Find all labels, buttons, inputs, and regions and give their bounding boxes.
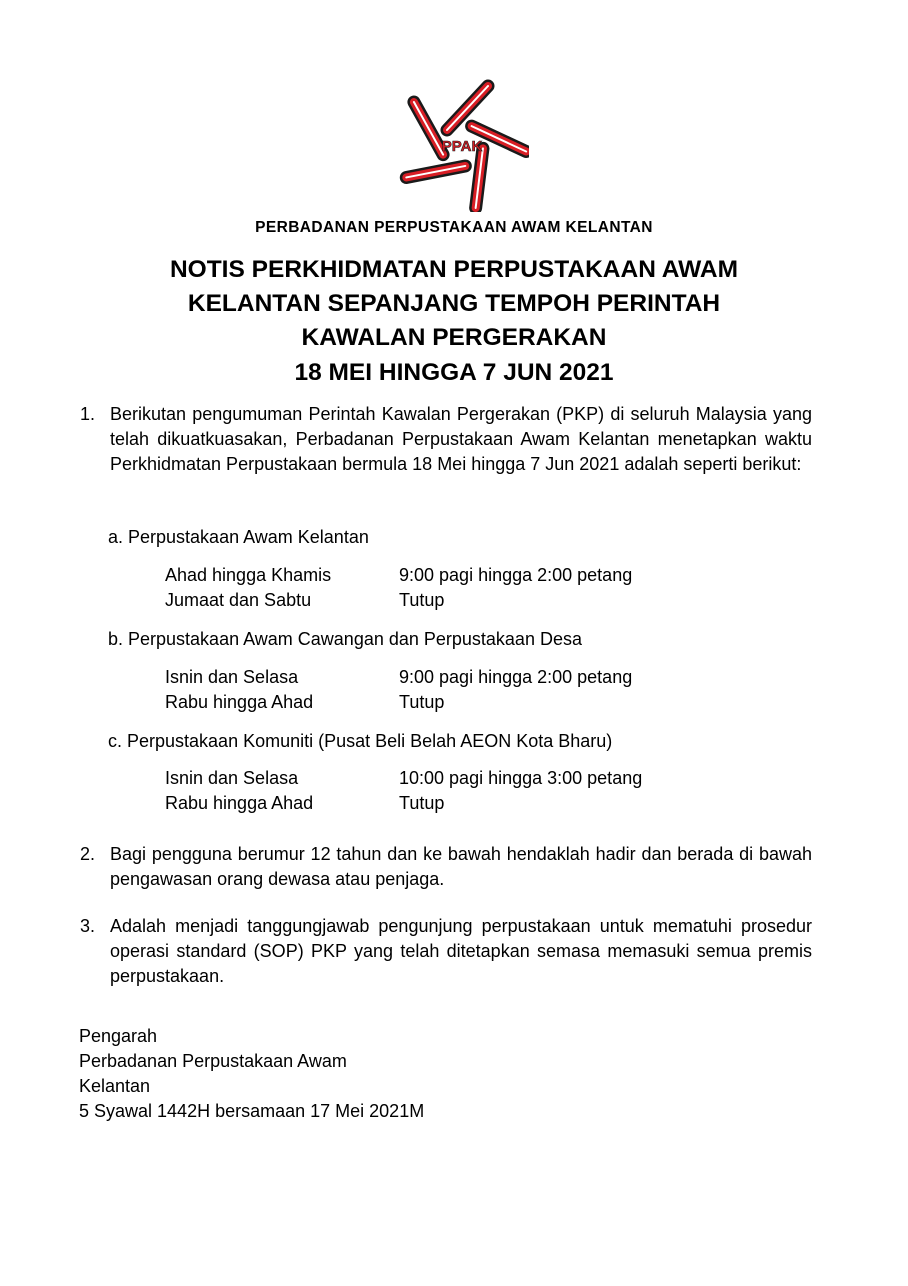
notice-item-2 xyxy=(80,842,812,892)
notice-item-1 xyxy=(80,402,812,477)
signature-organization: Perbadanan Perpustakaan Awam xyxy=(79,1051,347,1071)
notice-item-3 xyxy=(80,914,812,989)
schedule-days: Jumaat dan Sabtu xyxy=(165,590,312,610)
section-c-heading: c. Perpustakaan Komuniti (Pusat Beli Belah AEON Kota Bharu) xyxy=(108,731,613,751)
signature-state: Kelantan xyxy=(79,1076,151,1096)
item-text: Berikutan pengumuman Perintah Kawalan Pergerakan (PKP) di seluruh Malaysia yang telah dikuatkuasakan, Perbadanan Perpustakaan Awam Kelantan menetapkan waktu Perkhidmatan Perpustakaan bermula 18 Mei hingga 7 Jun 2021 adalah seperti berikut: xyxy=(110,404,812,474)
schedule-hours: Tutup xyxy=(399,692,445,712)
schedule-hours: Tutup xyxy=(399,590,445,610)
schedule-hours: Tutup xyxy=(399,793,445,813)
item-number: 2. xyxy=(80,844,96,864)
schedule-days: Ahad hingga Khamis xyxy=(165,565,332,585)
schedule-hours: 10:00 pagi hingga 3:00 petang xyxy=(399,768,643,788)
item-text: Bagi pengguna berumur 12 tahun dan ke bawah hendaklah hadir dan berada di bawah pengawasan orang dewasa atau penjaga. xyxy=(110,844,812,889)
organization-name: PERBADANAN PERPUSTAKAAN AWAM KELANTAN xyxy=(255,219,653,236)
schedule-days: Rabu hingga Ahad xyxy=(165,692,314,712)
schedule-hours: 9:00 pagi hingga 2:00 petang xyxy=(399,667,633,687)
schedule-days: Isnin dan Selasa xyxy=(165,667,299,687)
schedule-days: Rabu hingga Ahad xyxy=(165,793,314,813)
signature-block xyxy=(79,1024,424,1124)
item-text: Adalah menjadi tanggungjawab pengunjung perpustakaan untuk mematuhi prosedur operasi standard (SOP) PKP yang telah ditetapkan semasa memasuki semua premis perpustakaan. xyxy=(110,916,812,986)
notice-title-date: 18 MEI HINGGA 7 JUN 2021 xyxy=(294,359,614,386)
item-number: 3. xyxy=(80,916,96,936)
section-b-heading: b. Perpustakaan Awam Cawangan dan Perpustakaan Desa xyxy=(108,629,582,649)
schedule-hours: 9:00 pagi hingga 2:00 petang xyxy=(399,565,633,585)
ppak-logo xyxy=(395,78,529,212)
signature-title: Pengarah xyxy=(79,1026,158,1046)
notice-title-line-2: KELANTAN SEPANJANG TEMPOH PERINTAH xyxy=(187,290,721,317)
notice-title-line-3: KAWALAN PERGERAKAN xyxy=(301,324,607,351)
signature-date: 5 Syawal 1442H bersamaan 17 Mei 2021M xyxy=(79,1101,425,1121)
notice-title-line-1: NOTIS PERKHIDMATAN PERPUSTAKAAN AWAM xyxy=(169,256,739,283)
logo-text: PPAK xyxy=(441,138,483,155)
schedule-days: Isnin dan Selasa xyxy=(165,768,299,788)
item-number: 1. xyxy=(80,404,96,424)
section-a-heading: a. Perpustakaan Awam Kelantan xyxy=(108,527,369,547)
